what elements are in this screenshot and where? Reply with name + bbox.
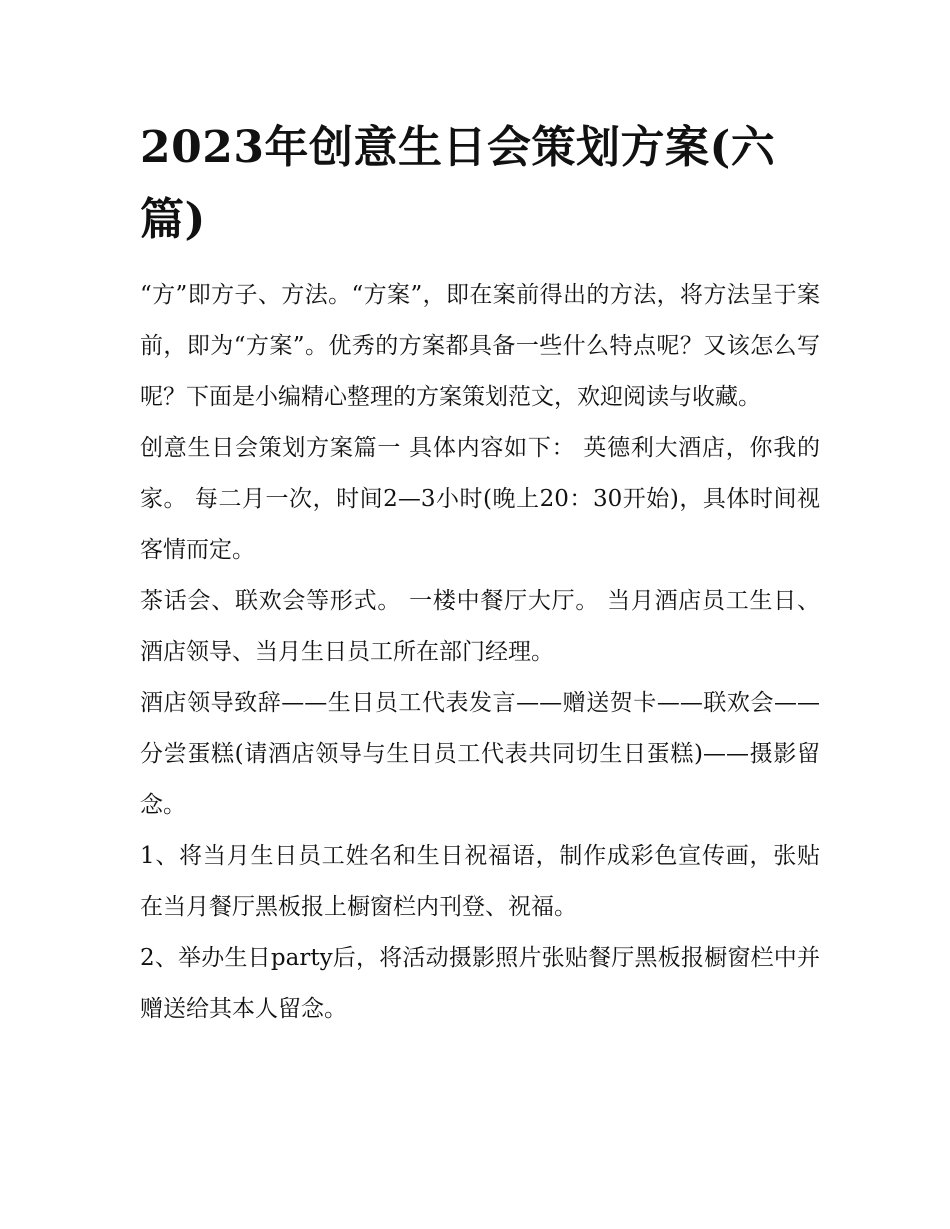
paragraph-item-2: 2、举办生日party后，将活动摄影照片张贴餐厅黑板报橱窗栏中并赠送给其本人留念。 [140,945,820,1022]
document-title: 2023年创意生日会策划方案(六篇) [140,122,776,245]
paragraph-item-1: 1、将当月生日员工姓名和生日祝福语，制作成彩色宣传画，张贴在当月餐厅黑板报上橱窗栏内刊登、祝福。 [140,843,820,920]
document-body [140,112,820,1035]
paragraph-format-venue: 茶话会、联欢会等形式。 一楼中餐厅大厅。 当月酒店员工生日、酒店领导、当月生日员工所在部门经理。 [140,588,820,665]
paragraph-intro: “方”即方子、方法。“方案”，即在案前得出的方法，将方法呈于案前，即为“方案”。优秀的方案都具备一些什么特点呢？又该怎么写呢？下面是小编精心整理的方案策划范文，欢迎阅读与收藏。 [140,282,820,410]
paragraph-agenda: 酒店领导致辞——生日员工代表发言——赠送贺卡——联欢会——分尝蛋糕(请酒店领导与生日员工代表共同切生日蛋糕)——摄影留念。 [140,690,820,818]
paragraph-plan-overview: 创意生日会策划方案篇一 具体内容如下： 英德利大酒店，你我的家。 每二月一次，时间2—3小时(晚上20：30开始)，具体时间视客情而定。 [140,435,820,563]
